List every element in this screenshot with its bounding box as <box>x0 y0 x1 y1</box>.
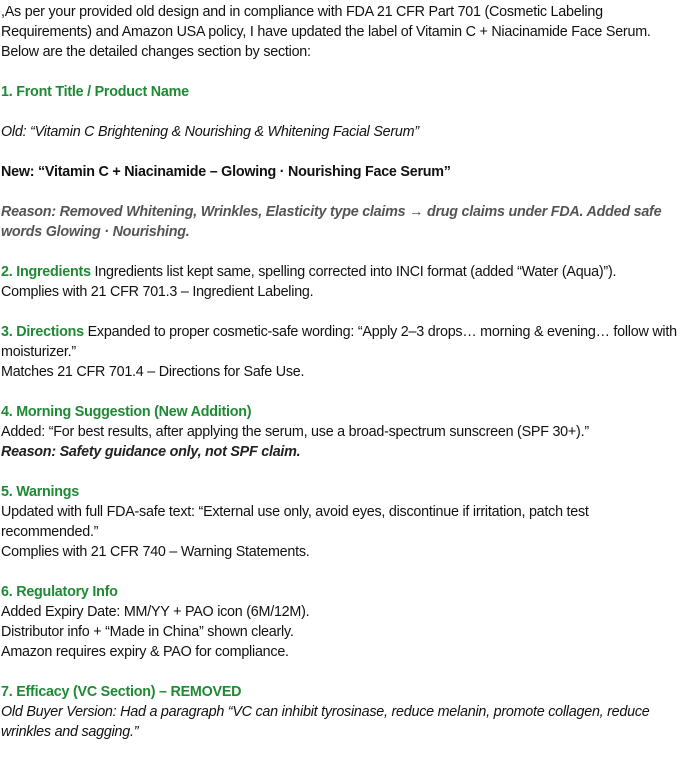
old-title: Old: “Vitamin C Brightening & Nourishing & Whitening Facial Serum” <box>1 123 419 140</box>
intro-line-1: ,As per your provided old design and in compliance with FDA 21 CFR Part 701 (Cosmetic Labeling <box>1 3 603 20</box>
section-heading-directions: 3. Directions <box>1 323 84 340</box>
morning-suggestion-text: Added: “For best results, after applying the serum, use a broad-spectrum sunscreen (SPF 30+).” <box>1 423 589 440</box>
regulatory-line-distributor: Distributor info + “Made in China” shown clearly. <box>1 623 294 640</box>
section-heading-ingredients: 2. Ingredients <box>1 263 91 280</box>
new-title: New: “Vitamin C + Niacinamide – Glowing · Nourishing Face Serum” <box>1 163 451 180</box>
section-warnings <box>1 482 700 562</box>
section-heading-warnings: 5. Warnings <box>1 483 80 500</box>
ingredients-text: Ingredients list kept same, spelling corrected into INCI format (added “Water (Aqua)”). <box>94 263 617 280</box>
section-heading-front-title: 1. Front Title / Product Name <box>1 83 189 100</box>
efficacy-old-buyer-version: Old Buyer Version: Had a paragraph “VC can inhibit tyrosinase, reduce melanin, promote collagen, reduce wrinkles and sagging.” <box>1 703 650 740</box>
intro-paragraph <box>1 2 700 62</box>
morning-suggestion-reason: Reason: Safety guidance only, not SPF claim. <box>1 443 301 460</box>
regulatory-line-amazon: Amazon requires expiry & PAO for compliance. <box>1 643 289 660</box>
warnings-compliance-note: Complies with 21 CFR 740 – Warning Statements. <box>1 543 310 560</box>
section-morning-suggestion <box>1 402 700 462</box>
intro-line-3: Below are the detailed changes section by section: <box>1 43 311 60</box>
section-directions <box>1 322 700 382</box>
section-heading-efficacy: 7. Efficacy (VC Section) – REMOVED <box>1 683 242 700</box>
directions-compliance-note: Matches 21 CFR 701.4 – Directions for Safe Use. <box>1 363 305 380</box>
title-change-reason: Reason: Removed Whitening, Wrinkles, Elasticity type claims → drug claims under FDA. Added safe words Glowing · Nourishing. <box>1 203 662 240</box>
directions-text: Expanded to proper cosmetic-safe wording: “Apply 2–3 drops… morning & evening… follow with moisturizer.” <box>1 323 677 360</box>
section-regulatory-info <box>1 582 700 662</box>
section-heading-morning-suggestion: 4. Morning Suggestion (New Addition) <box>1 403 252 420</box>
section-efficacy <box>1 682 700 742</box>
ingredients-compliance-note: Complies with 21 CFR 701.3 – Ingredient Labeling. <box>1 283 314 300</box>
section-heading-regulatory-info: 6. Regulatory Info <box>1 583 118 600</box>
warnings-text: Updated with full FDA-safe text: “External use only, avoid eyes, discontinue if irritation, patch test recommended.” <box>1 503 589 540</box>
section-ingredients <box>1 262 700 302</box>
regulatory-line-expiry: Added Expiry Date: MM/YY + PAO icon (6M/12M). <box>1 603 310 620</box>
intro-line-2: Requirements) and Amazon USA policy, I have updated the label of Vitamin C + Niacinamide Face Serum. <box>1 23 651 40</box>
document-body <box>1 2 700 762</box>
